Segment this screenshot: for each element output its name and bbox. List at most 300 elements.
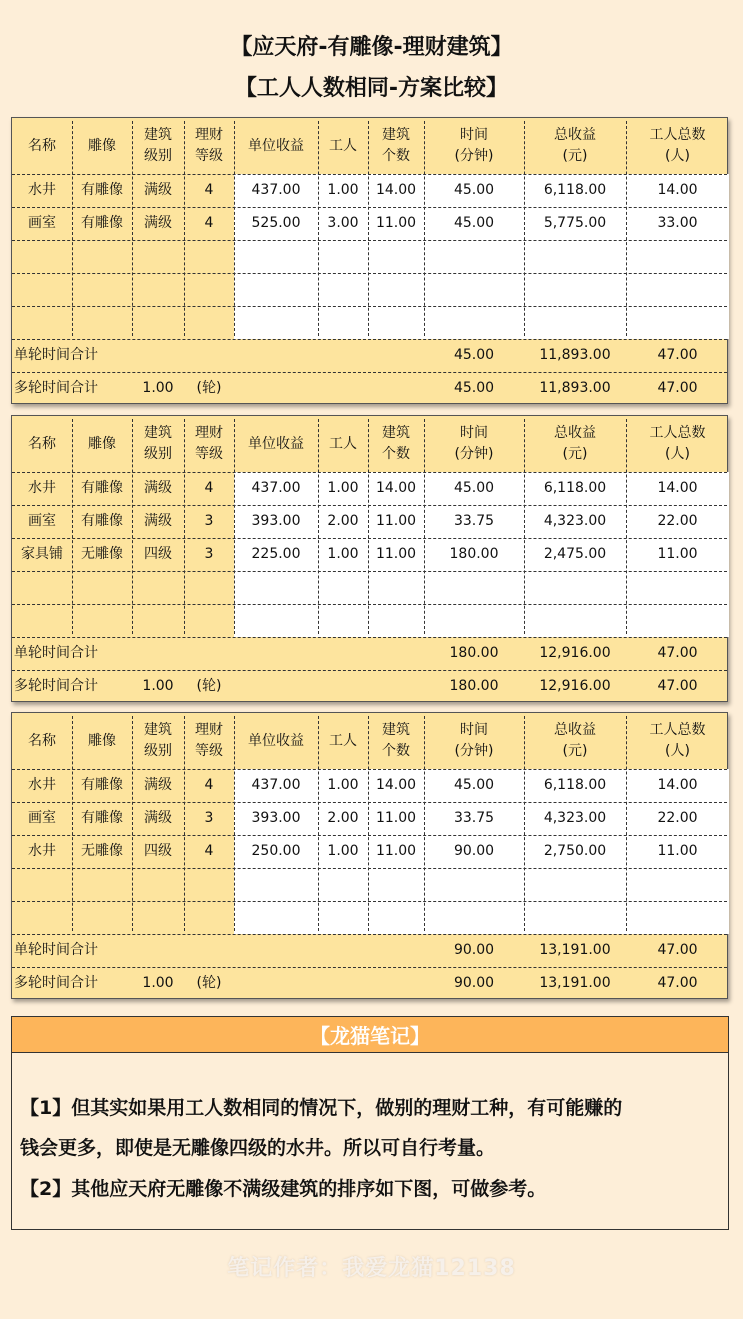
table-cell	[132, 868, 184, 901]
header-text: 单位收益	[248, 137, 304, 154]
single-round-total-row	[12, 934, 727, 967]
table-cell: 2.00	[318, 802, 368, 835]
table-cell	[424, 240, 524, 273]
table-cell: 有雕像	[81, 777, 123, 793]
table-cell: 14.00	[626, 769, 729, 802]
table-cell: 无雕像	[81, 843, 123, 859]
table-cell: 393.00	[234, 505, 318, 538]
table-cell: 6,118.00	[524, 174, 626, 207]
header-text: (人)	[665, 743, 690, 759]
row-divider	[12, 868, 727, 869]
table-row	[12, 538, 727, 571]
total-total-workers: 47.00	[657, 645, 698, 661]
table-cell	[368, 901, 424, 934]
header-text: 级别	[144, 446, 172, 462]
header-cell	[234, 416, 318, 472]
table-cell: 满级	[144, 182, 172, 198]
table-cell: 11.00	[368, 835, 424, 868]
table-cell: 满级	[144, 480, 172, 496]
table-cell: 画室	[28, 513, 56, 529]
row-divider	[12, 174, 727, 175]
table-cell	[72, 273, 132, 306]
header-cell	[234, 118, 318, 174]
single-round-total-row	[12, 339, 727, 372]
table-cell	[72, 868, 132, 901]
header-text: 建筑	[382, 722, 410, 738]
table-cell: 3	[204, 546, 214, 562]
header-text: 建筑	[144, 127, 172, 143]
total-total-workers: 47.00	[657, 347, 698, 363]
table-cell	[12, 571, 72, 604]
rounds-unit: (轮)	[196, 380, 222, 396]
table-cell: 33.75	[424, 802, 524, 835]
table-cell	[234, 273, 318, 306]
total-time: 90.00	[453, 942, 495, 958]
header-text: 工人总数	[649, 425, 706, 441]
table-cell: 2,475.00	[524, 538, 626, 571]
row-divider	[12, 240, 727, 241]
table-cell: 250.00	[234, 835, 318, 868]
row-divider	[12, 670, 727, 671]
table-cell: 四级	[144, 843, 172, 859]
table-cell: 4	[204, 777, 214, 793]
header-text: 工人	[329, 732, 357, 749]
column-divider	[318, 419, 319, 634]
total-total: 12,916.00	[539, 645, 611, 661]
column-divider	[184, 716, 185, 931]
header-text: (人)	[665, 148, 690, 164]
header-text: (分钟)	[454, 148, 494, 164]
header-text: 等级	[195, 446, 223, 462]
table-cell: 45.00	[424, 174, 524, 207]
column-divider	[132, 716, 133, 931]
table-cell: 满级	[144, 777, 172, 793]
table-cell: 14.00	[626, 174, 729, 207]
column-divider	[524, 121, 525, 336]
table-cell: 1.00	[318, 174, 368, 207]
table-cell	[424, 901, 524, 934]
header-cell	[132, 416, 184, 472]
table-cell	[234, 240, 318, 273]
header-text: 单位收益	[248, 435, 304, 452]
header-cell	[626, 416, 729, 472]
table-cell	[184, 273, 234, 306]
column-divider	[626, 716, 627, 931]
rounds-unit: (轮)	[196, 975, 222, 991]
note-line-1: 【1】但其实如果用工人数相同的情况下，做别的理财工种，有可能赚的	[20, 1097, 623, 1119]
row-divider	[12, 538, 727, 539]
column-divider	[424, 419, 425, 634]
column-divider	[132, 419, 133, 634]
table-cell	[368, 306, 424, 339]
header-text: 工人	[329, 137, 357, 154]
row-divider	[12, 207, 727, 208]
row-divider	[12, 339, 727, 340]
table-cell: 画室	[28, 215, 56, 231]
table-cell	[368, 571, 424, 604]
rounds-unit: (轮)	[196, 678, 222, 694]
table-cell	[184, 868, 234, 901]
header-cell	[12, 713, 72, 769]
table-cell: 11.00	[368, 207, 424, 240]
table-cell	[132, 901, 184, 934]
table-cell: 有雕像	[81, 513, 123, 529]
header-cell	[184, 713, 234, 769]
header-text: 总收益	[554, 722, 596, 738]
column-divider	[368, 419, 369, 634]
row-divider	[12, 372, 727, 373]
table-cell	[318, 273, 368, 306]
row-divider	[12, 604, 727, 605]
header-text: 级别	[144, 148, 172, 164]
row-divider	[12, 505, 727, 506]
header-text: (元)	[562, 743, 588, 759]
multi-round-total-row	[12, 372, 727, 405]
header-text: 建筑	[144, 722, 172, 738]
column-divider	[234, 419, 235, 634]
table-cell	[132, 240, 184, 273]
row-divider	[12, 934, 727, 935]
header-text: 理财	[195, 722, 223, 738]
table-row	[12, 802, 727, 835]
table-cell	[72, 604, 132, 637]
table-row	[12, 306, 727, 339]
table-cell: 22.00	[626, 505, 729, 538]
table-cell	[72, 571, 132, 604]
column-divider	[234, 716, 235, 931]
table-cell	[524, 240, 626, 273]
table-cell	[318, 306, 368, 339]
table-cell: 3	[204, 513, 214, 529]
total-total-workers: 47.00	[657, 975, 698, 991]
table-row	[12, 472, 727, 505]
total-total: 11,893.00	[539, 347, 611, 363]
header-text: (元)	[562, 148, 588, 164]
table-cell: 14.00	[626, 472, 729, 505]
table-cell	[132, 306, 184, 339]
table-cell: 1.00	[318, 835, 368, 868]
table-cell	[12, 901, 72, 934]
total-total: 11,893.00	[539, 380, 611, 396]
header-text: (分钟)	[454, 446, 494, 462]
rounds-value: 1.00	[142, 975, 174, 991]
single-round-total-row	[12, 637, 727, 670]
table-cell	[368, 604, 424, 637]
table-cell: 水井	[28, 777, 56, 793]
table-cell: 3.00	[318, 207, 368, 240]
table-cell: 满级	[144, 215, 172, 231]
column-divider	[132, 121, 133, 336]
table-row	[12, 868, 727, 901]
comparison-table-1	[11, 117, 728, 404]
table-cell	[524, 901, 626, 934]
header-text: 总收益	[554, 127, 596, 143]
table-cell: 1.00	[318, 472, 368, 505]
column-divider	[626, 121, 627, 336]
table-cell: 393.00	[234, 802, 318, 835]
table-cell: 有雕像	[81, 182, 123, 198]
column-divider	[524, 716, 525, 931]
table-cell: 90.00	[424, 835, 524, 868]
total-label: 多轮时间合计	[14, 380, 98, 396]
author-credit: 笔记作者：我爱龙猫12138	[227, 1256, 516, 1281]
table-cell: 1.00	[318, 769, 368, 802]
table-cell	[626, 901, 729, 934]
header-text: 工人总数	[649, 127, 706, 143]
row-divider	[12, 571, 727, 572]
table-cell	[524, 273, 626, 306]
table-cell: 45.00	[424, 769, 524, 802]
table-cell	[524, 868, 626, 901]
comparison-table-2	[11, 415, 728, 702]
table-cell: 4	[204, 182, 214, 198]
table-cell	[132, 273, 184, 306]
row-divider	[12, 901, 727, 902]
table-cell: 有雕像	[81, 480, 123, 496]
header-text: 等级	[195, 148, 223, 164]
total-time: 180.00	[449, 678, 499, 694]
table-cell: 22.00	[626, 802, 729, 835]
header-cell	[318, 118, 368, 174]
row-divider	[12, 306, 727, 307]
table-cell: 2.00	[318, 505, 368, 538]
row-divider	[12, 967, 727, 968]
total-label: 单轮时间合计	[14, 942, 98, 958]
row-divider	[12, 835, 727, 836]
table-header	[12, 713, 727, 769]
table-cell: 水井	[28, 480, 56, 496]
table-cell	[368, 868, 424, 901]
header-text: 雕像	[88, 435, 116, 452]
header-text: (人)	[665, 446, 690, 462]
header-cell	[524, 713, 626, 769]
total-time: 90.00	[453, 975, 495, 991]
table-row	[12, 571, 727, 604]
column-divider	[72, 121, 73, 336]
header-text: 建筑	[382, 425, 410, 441]
header-cell	[72, 416, 132, 472]
column-divider	[72, 419, 73, 634]
table-cell: 11.00	[626, 835, 729, 868]
header-text: (分钟)	[454, 743, 494, 759]
table-cell	[12, 604, 72, 637]
header-cell	[626, 118, 729, 174]
table-cell: 11.00	[368, 538, 424, 571]
table-cell	[424, 273, 524, 306]
page-title: 【应天府-有雕像-理财建筑】	[230, 35, 513, 60]
table-cell: 无雕像	[81, 546, 123, 562]
table-cell: 满级	[144, 513, 172, 529]
header-text: 等级	[195, 743, 223, 759]
column-divider	[424, 716, 425, 931]
total-total: 13,191.00	[539, 975, 611, 991]
table-row	[12, 174, 727, 207]
total-total-workers: 47.00	[657, 678, 698, 694]
table-cell	[524, 571, 626, 604]
header-cell	[72, 118, 132, 174]
table-cell: 水井	[28, 843, 56, 859]
table-cell: 437.00	[234, 472, 318, 505]
total-total-workers: 47.00	[657, 942, 698, 958]
table-row	[12, 505, 727, 538]
table-cell: 5,775.00	[524, 207, 626, 240]
table-cell	[424, 868, 524, 901]
table-cell: 2,750.00	[524, 835, 626, 868]
column-divider	[524, 419, 525, 634]
table-cell	[424, 604, 524, 637]
header-cell	[626, 713, 729, 769]
rounds-value: 1.00	[142, 380, 174, 396]
header-text: 单位收益	[248, 732, 304, 749]
header-text: 个数	[382, 148, 410, 164]
table-cell: 525.00	[234, 207, 318, 240]
header-cell	[318, 713, 368, 769]
table-cell	[184, 604, 234, 637]
header-cell	[424, 118, 524, 174]
multi-round-total-row	[12, 670, 727, 703]
column-divider	[318, 121, 319, 336]
header-text: 建筑	[144, 425, 172, 441]
table-cell	[12, 273, 72, 306]
header-cell	[132, 713, 184, 769]
header-text: 工人	[329, 435, 357, 452]
header-cell	[132, 118, 184, 174]
table-row	[12, 240, 727, 273]
header-text: 名称	[28, 732, 56, 749]
total-label: 单轮时间合计	[14, 347, 98, 363]
table-cell: 6,118.00	[524, 769, 626, 802]
note-box	[11, 1016, 729, 1230]
table-cell: 180.00	[424, 538, 524, 571]
total-label: 多轮时间合计	[14, 678, 98, 694]
note-title: 【龙猫笔记】	[12, 1017, 728, 1053]
table-cell: 4,323.00	[524, 802, 626, 835]
row-divider	[12, 273, 727, 274]
table-cell: 11.00	[626, 538, 729, 571]
table-cell	[12, 240, 72, 273]
column-divider	[424, 121, 425, 336]
table-cell	[318, 571, 368, 604]
total-label: 多轮时间合计	[14, 975, 98, 991]
header-cell	[524, 416, 626, 472]
table-cell	[626, 273, 729, 306]
header-cell	[424, 713, 524, 769]
table-cell	[424, 306, 524, 339]
header-cell	[12, 118, 72, 174]
column-divider	[368, 716, 369, 931]
header-text: 个数	[382, 446, 410, 462]
note-line-3: 【2】其他应天府无雕像不满级建筑的排序如下图，可做参考。	[20, 1178, 547, 1200]
table-cell	[184, 240, 234, 273]
table-header	[12, 416, 727, 472]
row-divider	[12, 637, 727, 638]
header-text: 时间	[460, 425, 488, 441]
table-cell: 有雕像	[81, 215, 123, 231]
table-cell: 4,323.00	[524, 505, 626, 538]
header-text: 名称	[28, 137, 56, 154]
table-header	[12, 118, 727, 174]
header-cell	[368, 713, 424, 769]
table-row	[12, 273, 727, 306]
table-cell	[318, 240, 368, 273]
table-cell: 家具铺	[21, 546, 63, 562]
table-cell: 45.00	[424, 472, 524, 505]
table-cell	[626, 604, 729, 637]
table-cell	[72, 240, 132, 273]
table-cell: 33.00	[626, 207, 729, 240]
table-cell	[318, 868, 368, 901]
table-cell	[234, 571, 318, 604]
header-cell	[184, 416, 234, 472]
table-cell	[132, 604, 184, 637]
header-text: 时间	[460, 722, 488, 738]
table-cell	[234, 306, 318, 339]
total-time: 45.00	[453, 347, 495, 363]
row-divider	[12, 472, 727, 473]
total-time: 45.00	[453, 380, 495, 396]
row-divider	[12, 769, 727, 770]
table-cell: 11.00	[368, 802, 424, 835]
comparison-table-3	[11, 712, 728, 999]
table-cell	[234, 604, 318, 637]
table-cell	[72, 306, 132, 339]
table-cell	[72, 901, 132, 934]
column-divider	[234, 121, 235, 336]
table-cell: 225.00	[234, 538, 318, 571]
header-cell	[524, 118, 626, 174]
header-cell	[184, 118, 234, 174]
table-cell	[184, 306, 234, 339]
column-divider	[72, 716, 73, 931]
table-row	[12, 901, 727, 934]
header-cell	[234, 713, 318, 769]
table-row	[12, 604, 727, 637]
column-divider	[318, 716, 319, 931]
table-cell: 4	[204, 215, 214, 231]
table-cell: 有雕像	[81, 810, 123, 826]
table-cell: 437.00	[234, 769, 318, 802]
header-cell	[424, 416, 524, 472]
table-cell	[626, 868, 729, 901]
table-cell: 1.00	[318, 538, 368, 571]
row-divider	[12, 802, 727, 803]
table-cell	[524, 306, 626, 339]
header-text: 雕像	[88, 732, 116, 749]
table-cell	[234, 868, 318, 901]
table-cell: 45.00	[424, 207, 524, 240]
header-text: 工人总数	[649, 722, 706, 738]
table-cell	[184, 901, 234, 934]
total-total: 12,916.00	[539, 678, 611, 694]
header-text: 理财	[195, 425, 223, 441]
header-cell	[12, 416, 72, 472]
table-cell	[318, 604, 368, 637]
total-total-workers: 47.00	[657, 380, 698, 396]
table-cell	[184, 571, 234, 604]
header-cell	[368, 416, 424, 472]
table-row	[12, 207, 727, 240]
table-cell: 水井	[28, 182, 56, 198]
header-cell	[72, 713, 132, 769]
table-cell	[368, 240, 424, 273]
header-text: 总收益	[554, 425, 596, 441]
table-cell: 14.00	[368, 174, 424, 207]
header-text: 个数	[382, 743, 410, 759]
total-label: 单轮时间合计	[14, 645, 98, 661]
table-cell: 4	[204, 480, 214, 496]
table-cell: 11.00	[368, 505, 424, 538]
table-cell: 4	[204, 843, 214, 859]
